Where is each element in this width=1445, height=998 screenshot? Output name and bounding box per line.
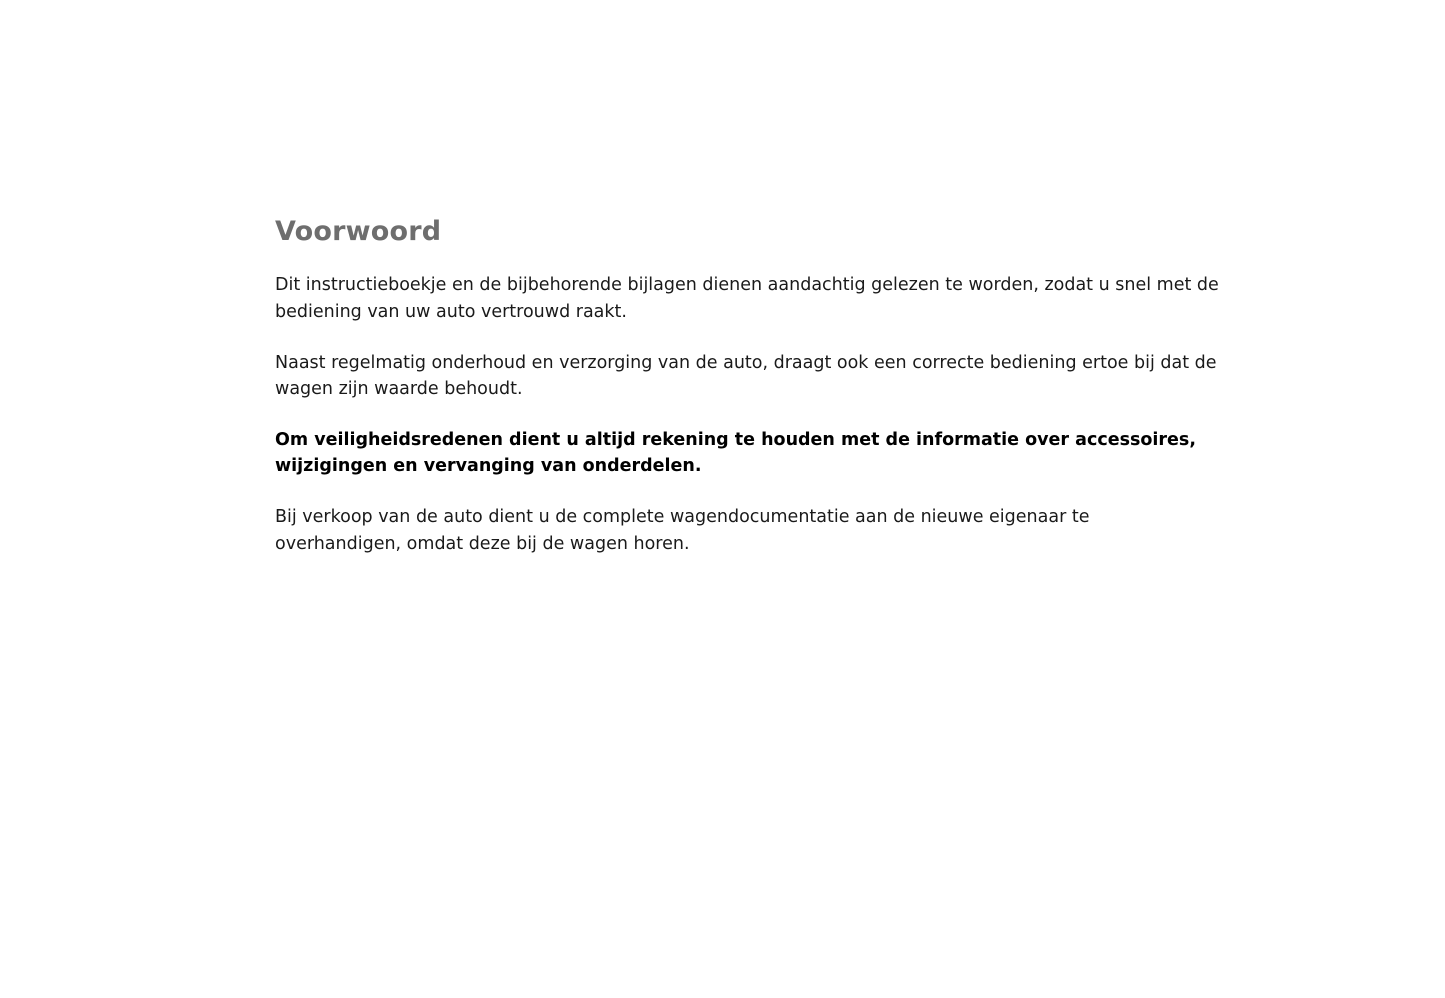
paragraph-safety-notice: Om veiligheidsredenen dient u altijd rekening te houden met de informatie over accessoires, wijzigingen en vervanging van onderdelen.: [275, 429, 1196, 477]
paragraph-resale: Bij verkoop van de auto dient u de complete wagendocumentatie aan de nieuwe eigenaar te overhandigen, omdat deze bij de wagen horen.: [275, 506, 1090, 554]
page-title: Voorwoord: [275, 216, 442, 247]
document-content: [275, 216, 1220, 557]
paragraph-maintenance: Naast regelmatig onderhoud en verzorging van de auto, draagt ook een correcte bediening ertoe bij dat de wagen zijn waarde behoudt.: [275, 352, 1217, 400]
paragraph-intro: Dit instructieboekje en de bijbehorende bijlagen dienen aandachtig gelezen te worden, zodat u snel met de bediening van uw auto vertrouwd raakt.: [275, 275, 1219, 322]
